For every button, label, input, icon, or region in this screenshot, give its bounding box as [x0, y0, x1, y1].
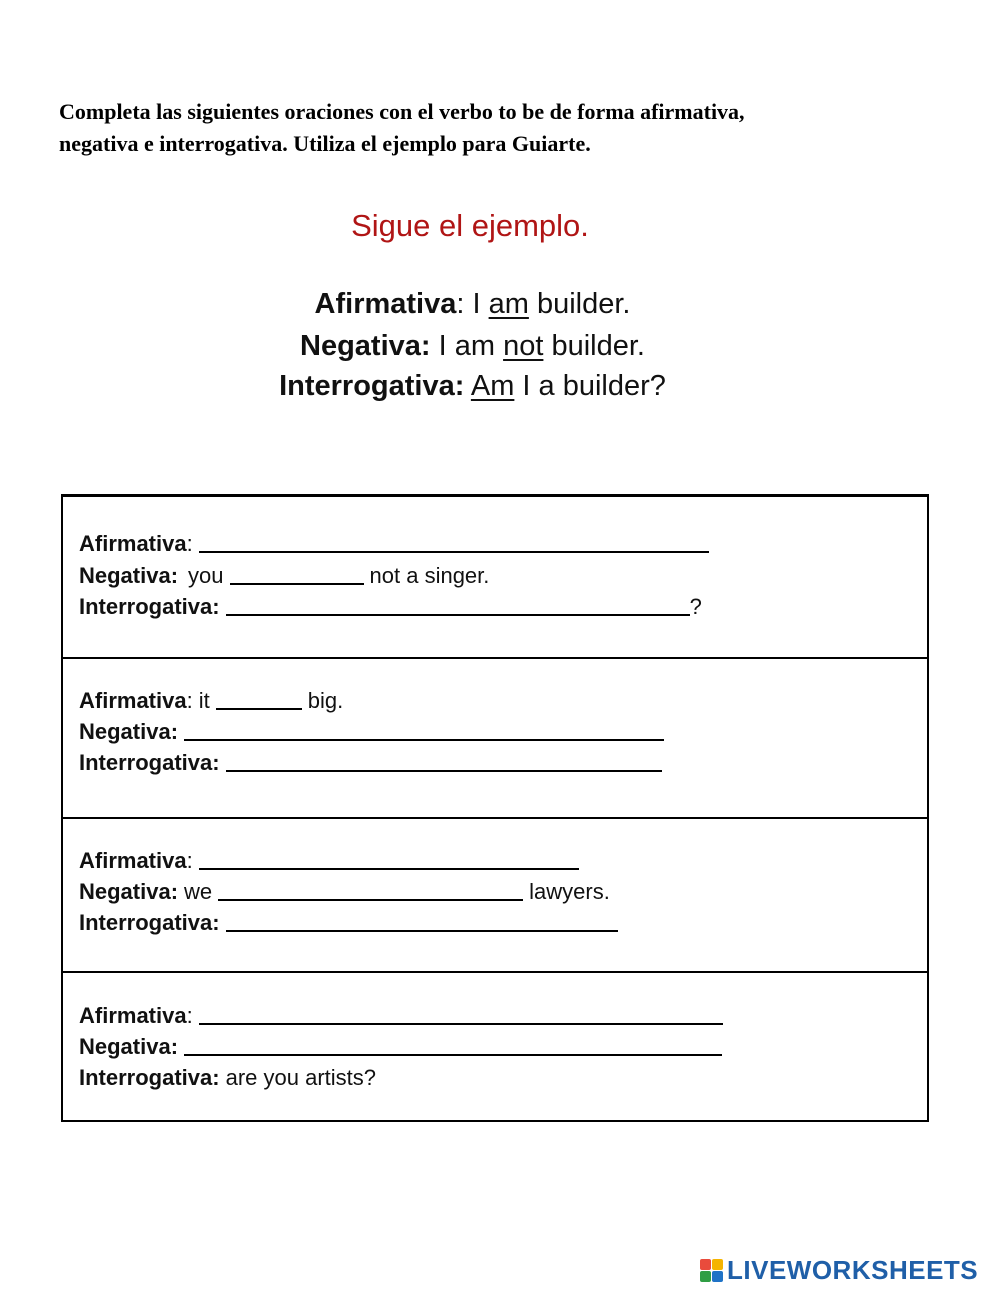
- exercise-4-interrogativa: [79, 1063, 376, 1091]
- logo-tile: [700, 1271, 711, 1282]
- exercise-cell-1: [63, 497, 927, 657]
- exercise-2-afirmativa: [79, 686, 343, 714]
- exercise-1-afirmativa-blank[interactable]: [199, 551, 709, 553]
- exercise-2-afirmativa-colon: :: [186, 688, 193, 713]
- exercise-1-interrogativa-post: ?: [689, 594, 702, 619]
- example-afirmativa-sep: : I: [456, 288, 489, 320]
- example-negativa-verb: not: [503, 330, 544, 362]
- exercise-1-afirmativa-label: Afirmativa: [79, 531, 187, 556]
- exercise-2-afirmativa-blank[interactable]: [216, 708, 302, 710]
- exercise-4-negativa-label: Negativa:: [79, 1034, 179, 1059]
- exercise-2-afirmativa-pre: it: [198, 688, 210, 713]
- exercise-3-afirmativa-label: Afirmativa: [79, 848, 187, 873]
- example-interrogativa: [0, 370, 945, 403]
- exercise-3-afirmativa: [79, 846, 579, 874]
- example-interrogativa-rest: I a builder?: [514, 370, 666, 402]
- exercise-cell-3: [63, 817, 927, 971]
- example-afirmativa-verb: am: [488, 288, 529, 320]
- exercise-3-interrogativa-blank[interactable]: [226, 930, 618, 932]
- exercise-cell-2: [63, 657, 927, 817]
- exercise-2-negativa-label: Negativa:: [79, 719, 179, 744]
- instructions: [59, 96, 939, 160]
- example-interrogativa-verb: Am: [470, 370, 515, 402]
- exercise-4-afirmativa-blank[interactable]: [199, 1023, 723, 1025]
- logo-tile: [712, 1259, 723, 1270]
- exercise-4-afirmativa-colon: :: [186, 1003, 193, 1028]
- exercise-1-negativa-pre: you: [188, 563, 224, 588]
- example-negativa-pre: I am: [430, 330, 504, 362]
- exercise-3-negativa-post: lawyers.: [529, 879, 610, 904]
- example-interrogativa-label: Interrogativa:: [279, 370, 465, 402]
- exercise-3-afirmativa-colon: :: [186, 848, 193, 873]
- exercise-1-negativa: [79, 561, 489, 589]
- exercise-4-interrogativa-post: are you artists?: [225, 1065, 376, 1090]
- example-afirmativa-rest: builder.: [528, 288, 631, 320]
- exercise-2-negativa: [79, 717, 664, 745]
- exercise-4-afirmativa-label: Afirmativa: [79, 1003, 187, 1028]
- example-afirmativa: [0, 288, 945, 321]
- exercise-2-negativa-blank[interactable]: [184, 739, 664, 741]
- logo-text: LIVEWORKSHEETS: [727, 1254, 979, 1285]
- exercise-1-afirmativa: [79, 529, 709, 557]
- example-afirmativa-label: Afirmativa: [314, 288, 457, 320]
- exercise-3-afirmativa-blank[interactable]: [199, 868, 579, 870]
- exercise-4-negativa-blank[interactable]: [184, 1054, 722, 1056]
- liveworksheets-logo: [700, 1254, 979, 1285]
- exercise-1-interrogativa-blank[interactable]: [226, 614, 690, 616]
- logo-tile: [712, 1271, 723, 1282]
- exercise-2-afirmativa-label: Afirmativa: [79, 688, 187, 713]
- exercise-2-afirmativa-post: big.: [307, 688, 344, 713]
- exercise-4-afirmativa: [79, 1001, 723, 1029]
- exercise-2-interrogativa-blank[interactable]: [226, 770, 662, 772]
- exercise-3-negativa: [79, 877, 610, 905]
- instructions-line-1: Completa las siguientes oraciones con el verbo to be de forma afirmativa,: [59, 99, 745, 124]
- exercise-1-interrogativa: [79, 592, 702, 620]
- exercise-3-negativa-label: Negativa:: [79, 879, 179, 904]
- logo-tile: [700, 1259, 711, 1270]
- exercise-3-negativa-blank[interactable]: [218, 899, 523, 901]
- exercise-2-interrogativa: [79, 748, 662, 776]
- instructions-line-2: negativa e interrogativa. Utiliza el ejemplo para Guiarte.: [59, 131, 591, 156]
- exercise-4-negativa: [79, 1032, 722, 1060]
- exercise-1-negativa-blank[interactable]: [230, 583, 364, 585]
- exercise-table: [61, 494, 929, 1122]
- exercise-2-interrogativa-label: Interrogativa:: [79, 750, 220, 775]
- example-negativa-rest: builder.: [543, 330, 645, 362]
- example-negativa: [0, 330, 945, 363]
- exercise-3-negativa-pre: we: [184, 879, 213, 904]
- example-title: Sigue el ejemplo.: [351, 208, 589, 243]
- exercise-1-interrogativa-label: Interrogativa:: [79, 594, 220, 619]
- exercise-3-interrogativa-label: Interrogativa:: [79, 910, 220, 935]
- exercise-4-interrogativa-label: Interrogativa:: [79, 1065, 220, 1090]
- exercise-1-negativa-post: not a singer.: [369, 563, 490, 588]
- example-negativa-label: Negativa:: [300, 330, 431, 362]
- logo-mark-icon: [700, 1259, 723, 1282]
- exercise-3-interrogativa: [79, 908, 618, 936]
- exercise-1-negativa-label: Negativa:: [79, 563, 179, 588]
- exercise-1-afirmativa-colon: :: [186, 531, 193, 556]
- exercise-cell-4: [63, 971, 927, 1121]
